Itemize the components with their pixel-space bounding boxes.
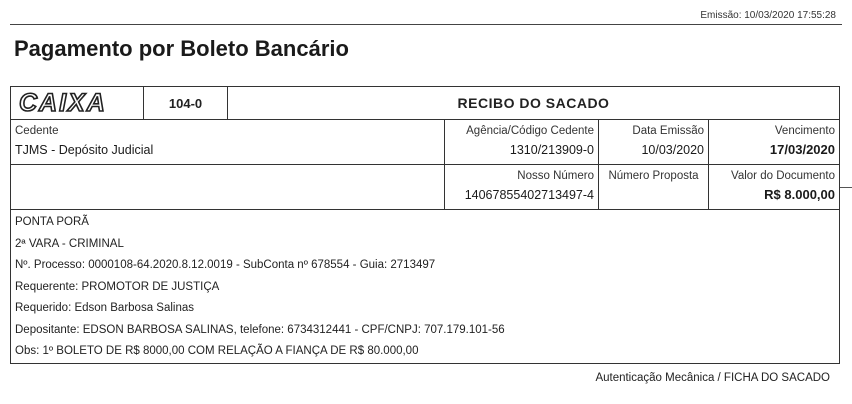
detail-requerido: Requerido: Edson Barbosa Salinas [15,302,195,314]
cedente-value: TJMS - Depósito Judicial [15,143,154,157]
agencia-label: Agência/Código Cedente [466,125,594,137]
nosso-numero-value: 14067855402713497-4 [464,188,594,202]
data-emissao-value: 10/03/2020 [641,143,704,157]
valor-documento-label: Valor do Documento [731,170,835,182]
nosso-numero-label: Nosso Número [517,170,594,182]
emission-timestamp: Emissão: 10/03/2020 17:55:28 [700,10,836,21]
boleto-details-row [11,210,839,363]
caixa-logo: CAIXA [19,88,107,117]
boleto-row-cedente [11,120,839,165]
footer-autenticacao: Autenticação Mecânica / FICHA DO SACADO [595,372,830,384]
blank-cell [11,165,445,209]
valor-documento-cell [709,165,839,209]
page-title: Pagamento por Boleto Bancário [14,36,349,61]
bank-code: 104-0 [144,87,228,119]
side-tick-mark [840,187,852,188]
nosso-numero-cell [445,165,599,209]
data-emissao-cell [599,120,709,164]
agencia-cell [445,120,599,164]
numero-proposta-cell [599,165,709,209]
valor-documento-value: R$ 8.000,00 [764,187,835,202]
bank-logo-cell [11,87,144,119]
detail-vara: 2ª VARA - CRIMINAL [15,237,124,250]
top-divider [10,24,842,25]
details-block [11,210,839,363]
vencimento-label: Vencimento [774,125,835,137]
detail-processo: Nº. Processo: 0000108-64.2020.8.12.0019 - SubConta nº 678554 - Guia: 2713497 [15,259,436,271]
recibo-title: RECIBO DO SACADO [457,95,610,111]
detail-obs: Obs: 1º BOLETO DE R$ 8000,00 COM RELAÇÃO A FIANÇA DE R$ 80.000,00 [15,345,419,357]
detail-comarca: PONTA PORÃ [15,216,89,228]
boleto-header-row [11,87,839,120]
data-emissao-label: Data Emissão [632,125,704,137]
boleto-receipt [10,86,840,364]
detail-requerente: Requerente: PROMOTOR DE JUSTIÇA [15,280,220,293]
vencimento-cell [709,120,839,164]
vencimento-value: 17/03/2020 [769,142,835,157]
cedente-cell [11,120,445,164]
cedente-label: Cedente [15,125,59,137]
boleto-row-nosso-numero [11,165,839,210]
numero-proposta-label: Número Proposta [608,170,699,182]
agencia-value: 1310/213909-0 [509,143,594,157]
detail-depositante: Depositante: EDSON BARBOSA SALINAS, telefone: 6734312441 - CPF/CNPJ: 707.179.101-56 [15,323,505,336]
